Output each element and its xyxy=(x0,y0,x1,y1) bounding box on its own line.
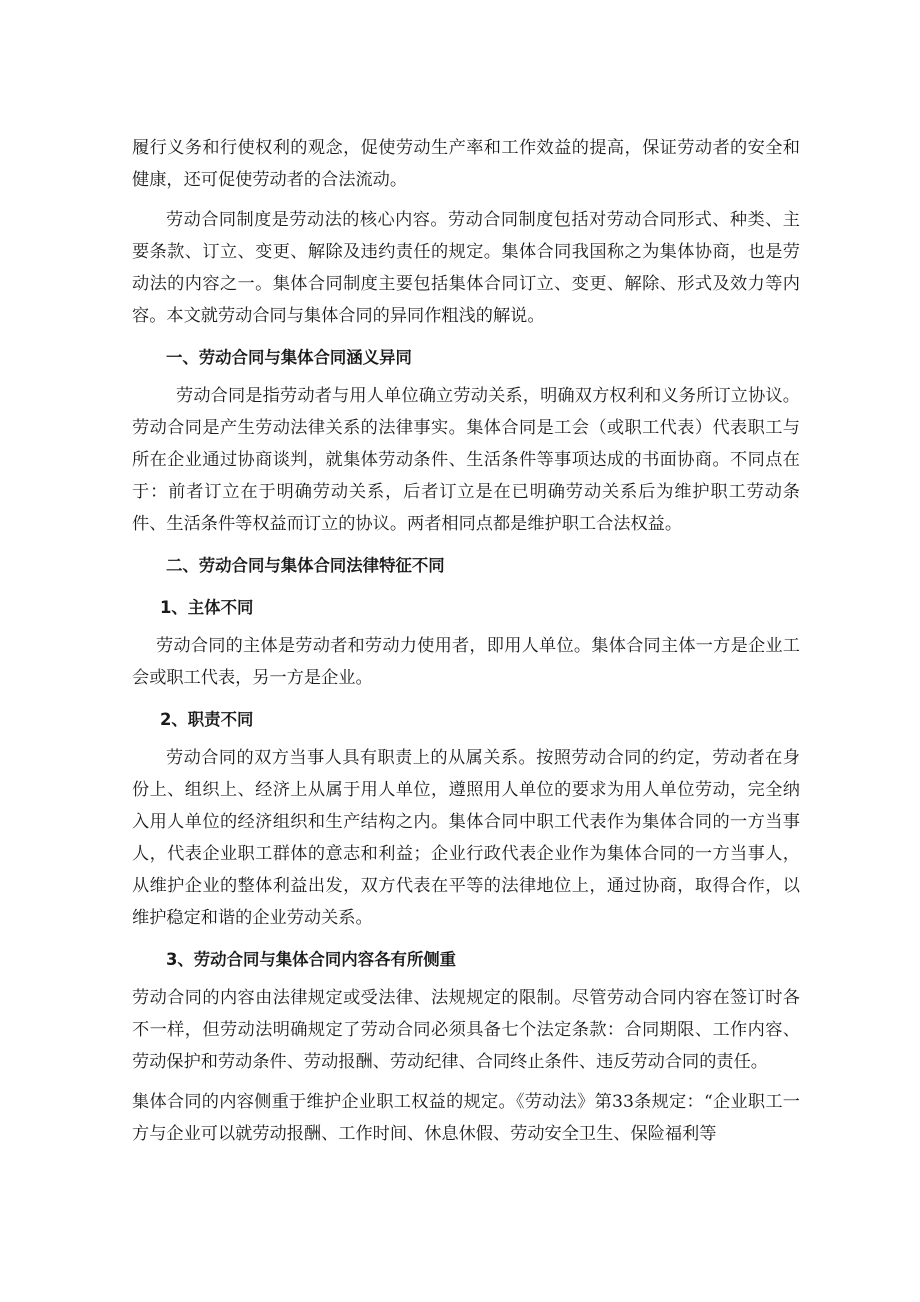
paragraph-duty: 劳动合同的双方当事人具有职责上的从属关系。按照劳动合同的约定，劳动者在身份上、组织上、经济上从属于用人单位，遵照用人单位的要求为用人单位劳动，完全纳入用人单位的经济组织和生产结构之内。集体合同中职工代表作为集体合同的一方当事人，代表企业职工群体的意志和利益；企业行政代表企业作为集体合同的一方当事人，从维护企业的整体利益出发，双方代表在平等的法律地位上，通过协商，取得合作，以维护稳定和谐的企业劳动关系。 xyxy=(132,748,800,928)
document-body xyxy=(132,132,800,1150)
section-heading-2: 二、劳动合同与集体合同法律特征不同 xyxy=(166,556,445,575)
paragraph-continuation: 履行义务和行使权利的观念，促使劳动生产率和工作效益的提高，保证劳动者的安全和健康，还可促使劳动者的合法流动。 xyxy=(132,138,800,190)
paragraph-collective-contract-content: 集体合同的内容侧重于维护企业职工权益的规定。《劳动法》第33条规定：“企业职工一方与企业可以就劳动报酬、工作时间、休息休假、劳动安全卫生、保险福利等 xyxy=(132,1092,800,1144)
paragraph-subject: 劳动合同的主体是劳动者和劳动力使用者，即用人单位。集体合同主体一方是企业工会或职工代表，另一方是企业。 xyxy=(132,636,800,688)
subsection-heading-subject: 1、主体不同 xyxy=(160,598,254,617)
subsection-heading-duty: 2、职责不同 xyxy=(160,710,254,729)
section-heading-1: 一、劳动合同与集体合同涵义异同 xyxy=(166,348,412,367)
subsection-heading-content: 3、劳动合同与集体合同内容各有所侧重 xyxy=(166,950,457,969)
paragraph-intro: 劳动合同制度是劳动法的核心内容。劳动合同制度包括对劳动合同形式、种类、主要条款、订立、变更、解除及违约责任的规定。集体合同我国称之为集体协商，也是劳动法的内容之一。集体合同制度主要包括集体合同订立、变更、解除、形式及效力等内容。本文就劳动合同与集体合同的异同作粗浅的解说。 xyxy=(132,210,800,326)
paragraph-labor-contract-content: 劳动合同的内容由法律规定或受法律、法规规定的限制。尽管劳动合同内容在签订时各不一样，但劳动法明确规定了劳动合同必须具备七个法定条款：合同期限、工作内容、劳动保护和劳动条件、劳动报酬、劳动纪律、合同终止条件、违反劳动合同的责任。 xyxy=(132,988,800,1072)
paragraph-definition: 劳动合同是指劳动者与用人单位确立劳动关系，明确双方权利和义务所订立协议。劳动合同是产生劳动法律关系的法律事实。集体合同是工会（或职工代表）代表职工与所在企业通过协商谈判，就集体劳动条件、生活条件等事项达成的书面协商。不同点在于：前者订立在于明确劳动关系，后者订立是在已明确劳动关系后为维护职工劳动条件、生活条件等权益而订立的协议。两者相同点都是维护职工合法权益。 xyxy=(132,386,800,534)
